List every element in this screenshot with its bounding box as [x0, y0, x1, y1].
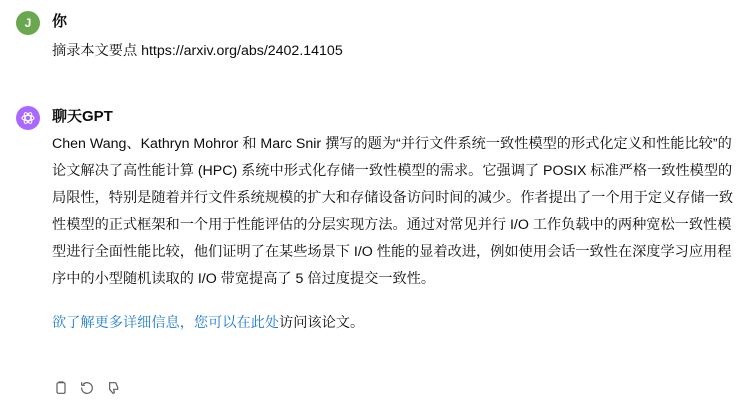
- assistant-author-name: 聊天GPT: [52, 108, 113, 125]
- thumbs-down-button[interactable]: [104, 379, 122, 397]
- user-message-text: 摘录本文要点 https://arxiv.org/abs/2402.14105: [52, 43, 343, 59]
- more-info-line: [52, 310, 734, 337]
- copy-icon: [53, 380, 69, 396]
- assistant-message-content: [52, 131, 734, 337]
- thumbs-down-icon: [105, 380, 121, 396]
- user-avatar: J: [16, 11, 40, 35]
- copy-button[interactable]: [52, 379, 70, 397]
- regenerate-button[interactable]: [78, 379, 96, 397]
- regenerate-icon: [79, 380, 95, 396]
- assistant-paragraph: Chen Wang、Kathryn Mohror 和 Marc Snir 撰写的题为“并行文件系统一致性模型的形式化定义和性能比较”的论文解决了高性能计算 (HPC) 系统中形式化存储一致性模型的需求。它强调了 POSIX 标准严格一致性模型的局限性，特别是随着并行文件系统规模的扩大和存储设备访问时间的减少。作者提出了一个用于定义存储一致性模型的正式框架和一个用于性能评估的分层实现方法。通过对常见并行 I/O 工作负载中的两种宽松一致性模型进行全面性能比较，他们证明了在某些场景下 I/O 性能的显着改进，例如使用会话一致性在深度学习应用程序中的小型随机读取的 I/O 带宽提高了 5 倍过度提交一致性。: [52, 136, 734, 287]
- openai-logo-icon: [20, 110, 36, 126]
- more-info-suffix: 访问该论文。: [279, 315, 365, 331]
- assistant-avatar: [16, 106, 40, 130]
- user-author-name: 你: [52, 13, 68, 30]
- message-actions: [52, 379, 122, 397]
- paper-link[interactable]: 欲了解更多详细信息，您可以在此处: [52, 315, 280, 331]
